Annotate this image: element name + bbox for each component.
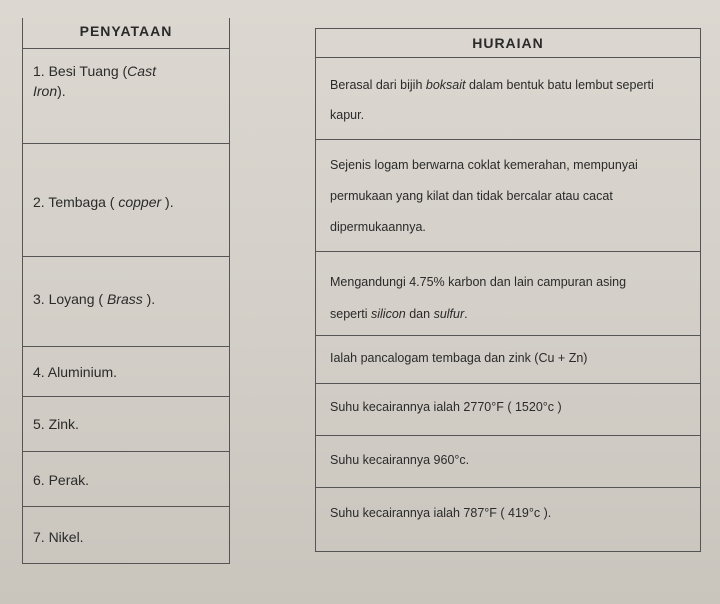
huraian-item-7 [316,488,700,552]
item-2-italic: copper [118,194,162,210]
item-3-text-end: ). [142,291,156,307]
huraian-item-1 [316,58,700,140]
item-1-text: 1. Besi Tuang ( [33,63,128,79]
item-3-text: 3. Loyang ( [33,291,107,307]
item-4-text: 4. Aluminium. [33,364,118,380]
huraian-table [315,28,701,552]
huraian-header: HURAIAN [316,28,700,58]
huraian-1-text-end: kapur. [330,108,365,122]
item-1-italic-1: Cast [127,63,156,79]
huraian-7-text: Suhu kecairannya ialah 787°F ( 419°c ). [330,506,552,520]
item-2-text-end: ). [161,194,174,210]
item-6-text: 6. Perak. [33,472,90,488]
huraian-3-text-mid: dan [405,307,434,321]
huraian-4-text: Ialah pancalogam tembaga dan zink (Cu + Zn) [330,351,588,365]
penyataan-item-1 [23,49,229,144]
penyataan-item-2 [23,144,229,257]
huraian-3-italic-1: silicon [371,307,406,321]
huraian-3-text: seperti [330,307,371,321]
penyataan-header: PENYATAAN [23,18,229,49]
huraian-1-text-mid: dalam bentuk batu lembut seperti [465,78,654,92]
item-1-text-end: ). [57,83,66,99]
huraian-2-line-2: permukaan yang kilat dan tidak bercalar atau cacat [330,189,613,203]
huraian-3-line-1: Mengandungi 4.75% karbon dan lain campuran asing [330,275,627,289]
huraian-3-italic-2: sulfur [433,307,465,321]
huraian-1-italic: boksait [425,78,466,92]
huraian-3-text-end: . [464,307,468,321]
penyataan-item-7 [23,507,229,563]
huraian-2-line-1: Sejenis logam berwarna coklat kemerahan, mempunyai [330,158,638,172]
penyataan-item-6 [23,452,229,507]
item-3-italic: Brass [106,291,143,307]
item-1-italic-2: Iron [33,83,58,99]
huraian-6-text: Suhu kecairannya 960°c. [330,453,470,467]
huraian-item-6 [316,436,700,488]
huraian-2-line-3: dipermukaannya. [330,220,426,234]
penyataan-item-3 [23,257,229,347]
item-2-text: 2. Tembaga ( [33,194,119,210]
penyataan-item-5 [23,397,229,452]
huraian-item-3 [316,252,700,336]
item-7-text: 7. Nikel. [33,529,84,545]
huraian-1-text: Berasal dari bijih [330,78,426,92]
huraian-item-2 [316,140,700,252]
penyataan-table [22,18,230,564]
huraian-item-4 [316,336,700,384]
huraian-item-5 [316,384,700,436]
huraian-5-text: Suhu kecairannya ialah 2770°F ( 1520°c ) [330,400,562,414]
item-5-text: 5. Zink. [33,416,79,432]
penyataan-item-4 [23,347,229,397]
